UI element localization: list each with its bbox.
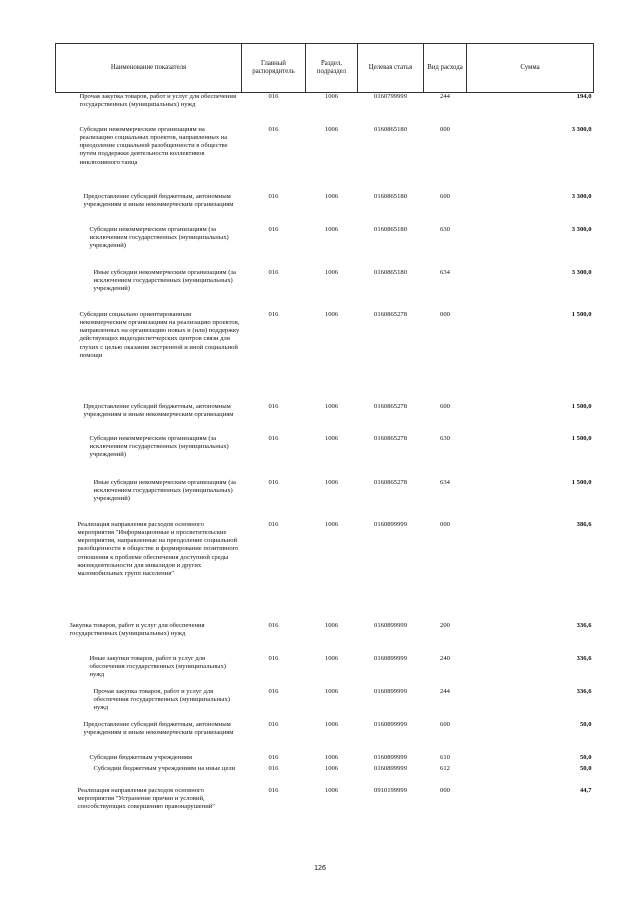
row-type: 600 (440, 720, 450, 728)
row-admin: 016 (268, 225, 279, 233)
table-row (56, 765, 594, 787)
row-type: 630 (440, 225, 450, 233)
row-name-text: Закупка товаров, работ и услуг для обеспечения государственных (муниципальных) нужд (69, 621, 205, 637)
row-target: 0160899999 (374, 654, 407, 662)
row-name (56, 787, 242, 831)
row-sum: 336,6 (576, 687, 592, 695)
row-type: 600 (440, 402, 450, 410)
row-section: 1006 (324, 192, 339, 200)
row-type: 000 (440, 310, 450, 318)
row-name (56, 655, 242, 688)
row-name-text: Субсидии бюджетным учреждениям (89, 753, 193, 761)
row-section: 1006 (324, 786, 339, 794)
row-type: 634 (440, 478, 450, 486)
row-target: 0160865180 (374, 125, 407, 133)
row-target: 0160865278 (374, 434, 407, 442)
row-name (56, 435, 242, 479)
row-section: 1006 (324, 720, 339, 728)
row-type: 600 (440, 192, 450, 200)
row-target: 0160899999 (374, 621, 407, 629)
header-sum: Сумма (467, 44, 594, 93)
table-row (56, 521, 594, 622)
row-name (56, 226, 242, 269)
table-row (56, 688, 594, 721)
row-sum: 336,6 (576, 621, 592, 629)
page-number: 126 (314, 865, 326, 872)
table-row (56, 479, 594, 521)
row-admin: 016 (268, 478, 279, 486)
row-name-text: Прочая закупка товаров, работ и услуг для обеспечения государственных (муниципальных) нужд (79, 93, 236, 109)
row-target: 0160865180 (374, 268, 407, 276)
header-section: Раздел, подраздел (306, 44, 358, 93)
row-sum: 336,6 (576, 654, 592, 662)
row-name (56, 93, 242, 126)
row-target: 0160799999 (374, 93, 407, 100)
row-type: 244 (440, 93, 450, 100)
table-row (56, 269, 594, 311)
table-row (56, 754, 594, 765)
row-sum: 1 500,0 (571, 402, 592, 410)
row-admin: 016 (268, 621, 279, 629)
row-sum: 3 300,0 (571, 192, 592, 200)
table-row (56, 126, 594, 193)
row-admin: 016 (268, 310, 279, 318)
header-target: Целевая статья (358, 44, 424, 93)
row-name-text: Прочая закупка товаров, работ и услуг для обеспечения государственных (муниципальных) нужд (93, 687, 230, 712)
table-row (56, 655, 594, 688)
row-name-text: Субсидии некоммерческим организациям на реализацию социальных проектов, направленных на преодоление социальной разобщенности в обществе путем поддержки деятельности коллективов инклюзивного танца (79, 125, 228, 166)
row-admin: 016 (268, 786, 279, 794)
table-header-row (56, 44, 594, 93)
row-sum: 50,0 (579, 753, 592, 761)
row-section: 1006 (324, 434, 339, 442)
row-name (56, 311, 242, 403)
row-type: 200 (440, 621, 450, 629)
row-type: 634 (440, 268, 450, 276)
row-sum: 3 300,0 (571, 268, 592, 276)
row-name-text: Предоставление субсидий бюджетным, автономным учреждениям и иным некоммерческим организациям (83, 402, 234, 418)
table-row (56, 787, 594, 831)
row-section: 1006 (324, 753, 339, 761)
row-target: 0160865278 (374, 478, 407, 486)
header-admin: Главный распорядитель (242, 44, 306, 93)
row-name (56, 721, 242, 754)
row-sum: 3 300,0 (571, 125, 592, 133)
row-section: 1006 (324, 764, 339, 772)
row-name-text: Иные субсидии некоммерческим организациям (за исключением государственных (муниципальных) учреждений) (93, 268, 236, 293)
row-type: 610 (440, 753, 450, 761)
row-admin: 016 (268, 764, 279, 772)
budget-table (55, 43, 594, 831)
row-target: 0160865278 (374, 402, 407, 410)
row-sum: 1 500,0 (571, 434, 592, 442)
row-admin: 016 (268, 402, 279, 410)
row-sum: 1 500,0 (571, 478, 592, 486)
row-target: 0160899999 (374, 753, 407, 761)
row-target: 0910199999 (374, 786, 407, 794)
row-name (56, 754, 242, 765)
row-admin: 016 (268, 753, 279, 761)
row-target: 0160865180 (374, 192, 407, 200)
table-row (56, 93, 594, 126)
row-type: 612 (440, 764, 450, 772)
row-type: 630 (440, 434, 450, 442)
row-sum: 50,0 (579, 720, 592, 728)
row-name (56, 479, 242, 521)
table-row (56, 226, 594, 269)
row-section: 1006 (324, 125, 339, 133)
row-target: 0160899999 (374, 764, 407, 772)
row-name (56, 521, 242, 622)
row-section: 1006 (324, 520, 339, 528)
row-name-text: Предоставление субсидий бюджетным, автономным учреждениям и иным некоммерческим организациям (83, 720, 234, 736)
header-name: Наименование показателя (56, 44, 242, 93)
row-sum: 44,7 (579, 786, 592, 794)
row-type: 244 (440, 687, 450, 695)
row-name (56, 622, 242, 655)
table-row (56, 311, 594, 403)
table-row (56, 622, 594, 655)
row-name (56, 688, 242, 721)
row-admin: 016 (268, 192, 279, 200)
row-admin: 016 (268, 125, 279, 133)
row-admin: 016 (268, 520, 279, 528)
row-target: 0160899999 (374, 687, 407, 695)
row-name-text: Реализация направления расходов основного мероприятия "Информационные и просветительские мероприятия, направленные на преодоление социальной разобщенности в обществе и формирование позитивного отношения к проблеме обеспечения доступной среды жизнедеятельности для инвалидов и других маломобильных групп населения" (77, 520, 239, 578)
row-sum: 3 300,0 (571, 225, 592, 233)
row-admin: 016 (268, 434, 279, 442)
row-section: 1006 (324, 402, 339, 410)
row-target: 0160865278 (374, 310, 407, 318)
row-name (56, 765, 242, 787)
row-name-text: Предоставление субсидий бюджетным, автономным учреждениям и иным некоммерческим организациям (83, 192, 234, 208)
row-section: 1006 (324, 687, 339, 695)
row-sum: 386,6 (576, 520, 592, 528)
table-row (56, 193, 594, 226)
row-type: 240 (440, 654, 450, 662)
table-row (56, 403, 594, 435)
row-section: 1006 (324, 478, 339, 486)
row-type: 000 (440, 520, 450, 528)
row-admin: 016 (268, 654, 279, 662)
header-type: Вид расхода (424, 44, 467, 93)
row-name-text: Иные субсидии некоммерческим организациям (за исключением государственных (муниципальных) учреждений) (93, 478, 236, 503)
row-section: 1006 (324, 654, 339, 662)
row-name (56, 193, 242, 226)
table-row (56, 435, 594, 479)
row-type: 000 (440, 125, 450, 133)
row-name-text: Субсидии бюджетным учреждениям на иные цели (93, 764, 236, 772)
row-admin: 016 (268, 720, 279, 728)
row-type: 000 (440, 786, 450, 794)
row-name-text: Иные закупки товаров, работ и услуг для обеспечения государственных (муниципальных) нужд (89, 654, 226, 679)
row-target: 0160899999 (374, 520, 407, 528)
row-name-text: Реализация направления расходов основного мероприятия "Устранение причин и условий, способствующих совершению правонарушений" (77, 786, 215, 811)
row-section: 1006 (324, 93, 339, 100)
row-target: 0160865180 (374, 225, 407, 233)
row-section: 1006 (324, 268, 339, 276)
row-name-text: Субсидии социально ориентированным некоммерческим организациям на реализацию проектов, направленных на организацию новых и (или) поддержку действующих видеодиспетчерских центров связи для глухих с целью оказания экстренной и иной социальной помощи (79, 310, 240, 359)
row-sum: 50,0 (579, 764, 592, 772)
row-name (56, 126, 242, 193)
row-name (56, 269, 242, 311)
row-section: 1006 (324, 310, 339, 318)
row-name (56, 403, 242, 435)
table-row (56, 721, 594, 754)
row-admin: 016 (268, 93, 279, 100)
row-admin: 016 (268, 268, 279, 276)
row-sum: 1 500,0 (571, 310, 592, 318)
row-section: 1006 (324, 621, 339, 629)
row-sum: 194,0 (576, 93, 592, 100)
row-section: 1006 (324, 225, 339, 233)
row-name-text: Субсидии некоммерческим организациям (за исключением государственных (муниципальных) учреждений) (89, 434, 229, 459)
row-target: 0160899999 (374, 720, 407, 728)
row-name-text: Субсидии некоммерческим организациям (за исключением государственных (муниципальных) учреждений) (89, 225, 229, 250)
row-admin: 016 (268, 687, 279, 695)
